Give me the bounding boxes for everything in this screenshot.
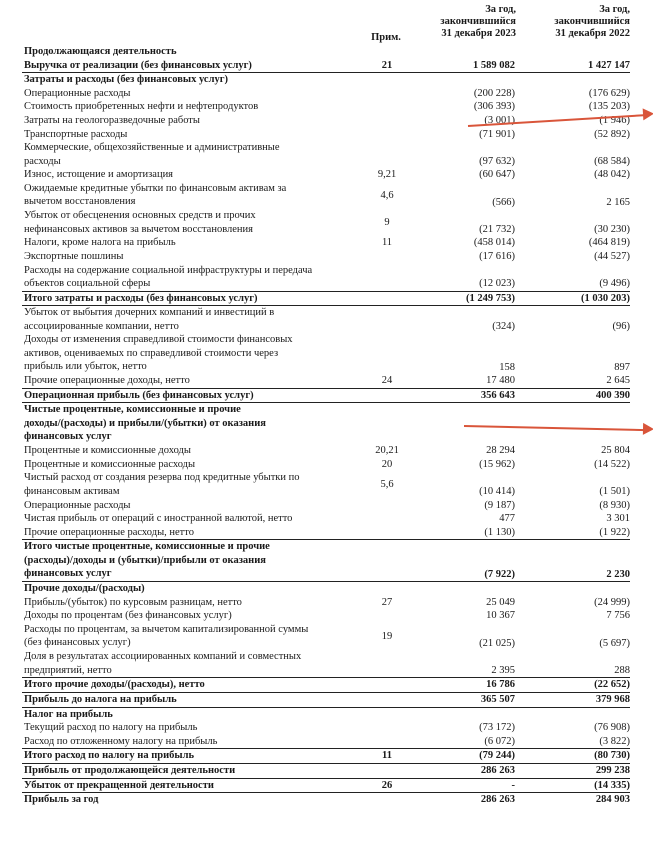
value-2023: (79 244) <box>479 750 515 762</box>
value-2022: (52 892) <box>594 128 630 140</box>
table-row <box>0 250 653 264</box>
value-2023: (21 025) <box>479 637 515 649</box>
row-label: Стоимость приобретенных нефти и нефтепродуктов <box>24 101 259 113</box>
row-label: Налог на прибыль <box>24 708 113 720</box>
value-2022: (8 930) <box>599 499 630 511</box>
row-label: Доходы от изменения справедливой стоимости финансовых активов, оцениваемых по справедливой стоимости через прибыль или убыток, нетто <box>24 334 293 373</box>
value-2022: (80 730) <box>594 750 630 762</box>
table-row <box>0 141 653 168</box>
value-2022: (5 697) <box>599 637 630 649</box>
value-2022: (1 922) <box>599 526 630 538</box>
column-2022-header-line-3: 31 декабря 2022 <box>555 28 630 39</box>
row-label: Текущий расход по налогу на прибыль <box>24 722 198 734</box>
table-row <box>0 471 653 498</box>
value-2022: (3 822) <box>599 735 630 747</box>
table-row <box>0 403 653 444</box>
row-label: Доля в результатах ассоциированных компаний и совместных предприятий, нетто <box>24 651 302 676</box>
value-2022: (176 629) <box>588 87 630 99</box>
value-2022: 897 <box>614 361 630 373</box>
column-2022-header-line-2: закончившийся <box>554 16 630 27</box>
value-2022: 1 427 147 <box>588 59 630 71</box>
table-row <box>22 693 630 708</box>
value-2023: (60 647) <box>479 169 515 181</box>
table-row <box>0 87 653 101</box>
table-header <box>0 0 653 45</box>
value-2023: 2 395 <box>491 664 515 676</box>
value-2023: (1 130) <box>484 526 515 538</box>
row-label: Итого чистые процентные, комиссионные и прочие (расходы)/доходы и (убытки)/прибыли от оказания финансовых услуг <box>24 541 270 580</box>
row-label: Операционные расходы <box>24 87 131 99</box>
row-label: Прочие операционные расходы, нетто <box>24 526 194 538</box>
table-row <box>0 512 653 526</box>
value-2022: (48 042) <box>594 169 630 181</box>
value-2023: (566) <box>492 196 515 208</box>
annotation-arrowhead-2 <box>643 423 653 435</box>
value-2023: (12 023) <box>479 278 515 290</box>
value-2022: (464 819) <box>588 237 630 249</box>
column-2022-header-line-1: За год, <box>599 4 630 15</box>
table-row <box>0 209 653 236</box>
value-2022: 284 903 <box>595 794 630 806</box>
value-2023: 356 643 <box>480 389 515 401</box>
value-2022: 25 804 <box>601 445 630 457</box>
value-2023: (324) <box>492 320 515 332</box>
value-2023: 25 049 <box>486 596 515 608</box>
value-2022: 379 968 <box>595 693 630 705</box>
row-note: 5,6 <box>380 479 394 491</box>
table-row <box>0 721 653 735</box>
row-note: 26 <box>381 779 393 791</box>
row-note: 11 <box>382 750 392 762</box>
value-2022: (9 496) <box>599 278 630 290</box>
value-2022: 400 390 <box>595 389 630 401</box>
value-2022: (14 522) <box>594 458 630 470</box>
row-label: Экспортные пошлины <box>24 250 124 262</box>
table-row <box>0 458 653 472</box>
row-label: Расход по отложенному налогу на прибыль <box>24 735 218 747</box>
row-label: Убыток от обесценения основных средств и прочих нефинансовых активов за вычетом восстановления <box>24 210 256 235</box>
value-2023: 16 786 <box>486 679 515 691</box>
table-row <box>0 236 653 250</box>
row-label: Ожидаемые кредитные убытки по финансовым активам за вычетом восстановления <box>24 182 287 208</box>
value-2023: (7 922) <box>484 568 515 580</box>
table-row <box>22 748 630 764</box>
table-row <box>0 609 653 623</box>
value-2022: (22 652) <box>594 679 630 691</box>
table-row <box>0 182 653 209</box>
value-2023: 286 263 <box>480 764 515 776</box>
value-2023: 17 480 <box>486 375 515 387</box>
value-2023: 477 <box>499 513 515 525</box>
value-2022: 299 238 <box>595 764 630 776</box>
value-2023: (97 632) <box>479 155 515 167</box>
table-row <box>0 708 653 722</box>
note-column-header: Прим. <box>371 32 401 43</box>
value-2022: 2 645 <box>606 375 630 387</box>
value-2022: 2 165 <box>606 196 630 208</box>
row-note: 20,21 <box>375 445 399 457</box>
row-label: Прочие доходы/(расходы) <box>24 583 145 595</box>
table-row <box>22 59 630 74</box>
table-row <box>22 388 630 404</box>
value-2022: (1 501) <box>599 486 630 498</box>
value-2023: (21 732) <box>479 223 515 235</box>
row-label: Операционные расходы <box>24 499 131 511</box>
row-label: Доходы по процентам (без финансовых услуг) <box>24 610 232 622</box>
table-row <box>0 306 653 333</box>
value-2023: (1 249 753) <box>466 292 515 304</box>
value-2023: (9 187) <box>484 499 515 511</box>
row-label: Чистый расход от создания резерва под кредитные убытки по финансовым активам <box>24 472 300 497</box>
row-note: 9,21 <box>377 169 397 181</box>
column-2023-header-line-1: За год, <box>485 4 516 15</box>
row-label: Прибыль/(убыток) по курсовым разницам, нетто <box>24 596 242 608</box>
statement-rows <box>0 45 653 807</box>
row-label: Процентные и комиссионные расходы <box>24 458 196 470</box>
value-2023: (73 172) <box>479 722 515 734</box>
row-label: Итого затраты и расходы (без финансовых услуг) <box>24 292 258 304</box>
row-label: Налоги, кроме налога на прибыль <box>24 237 176 249</box>
value-2022: 2 230 <box>606 568 630 580</box>
value-2022: (30 230) <box>594 223 630 235</box>
row-label: Процентные и комиссионные доходы <box>24 445 191 457</box>
row-label: Расходы на содержание социальной инфраструктуры и передача объектов социальной сферы <box>24 264 313 289</box>
table-row <box>0 444 653 458</box>
row-label: Операционная прибыль (без финансовых услуг) <box>24 389 254 401</box>
value-2022: 288 <box>614 664 630 676</box>
value-2023: (17 616) <box>479 250 515 262</box>
row-label: Итого прочие доходы/(расходы), нетто <box>24 679 205 691</box>
column-2023-header-line-3: 31 декабря 2023 <box>441 28 516 39</box>
value-2023: (6 072) <box>484 735 515 747</box>
table-row <box>0 128 653 142</box>
value-2023: (306 393) <box>473 101 515 113</box>
row-label: Выручка от реализации (без финансовых услуг) <box>24 59 252 71</box>
value-2023: 10 367 <box>486 610 515 622</box>
value-2023: 286 263 <box>480 794 515 806</box>
value-2022: (135 203) <box>588 101 630 113</box>
table-row <box>0 100 653 114</box>
table-row <box>22 291 630 307</box>
row-label: Убыток от выбытия дочерних компаний и инвестиций в ассоциированные компании, нетто <box>24 307 275 332</box>
value-2022: (68 584) <box>594 155 630 167</box>
table-row <box>0 73 653 87</box>
row-note: 20 <box>381 458 393 470</box>
row-note: 19 <box>381 630 393 642</box>
row-note: 21 <box>381 59 393 71</box>
table-row <box>22 764 630 779</box>
table-row <box>0 499 653 513</box>
table-row <box>0 735 653 749</box>
value-2022: (14 335) <box>594 779 630 791</box>
row-label: Продолжающаяся деятельность <box>24 46 177 57</box>
table-row <box>0 374 653 388</box>
table-row <box>0 582 653 596</box>
table-row <box>0 168 653 182</box>
value-2023: (458 014) <box>473 237 515 249</box>
row-label: Затраты и расходы (без финансовых услуг) <box>24 74 228 86</box>
table-row <box>22 539 630 582</box>
table-row <box>0 650 653 677</box>
row-label: Прочие операционные доходы, нетто <box>24 375 190 387</box>
row-label: Чистые процентные, комиссионные и прочие доходы/(расходы) и прибыли/(убытки) от оказания финансовых услуг <box>24 404 266 443</box>
value-2022: (96) <box>612 320 630 332</box>
row-note: 11 <box>381 237 393 249</box>
value-2022: (1 946) <box>599 114 630 126</box>
table-row <box>0 45 653 59</box>
value-2022: (1 030 203) <box>581 292 630 304</box>
table-row <box>22 677 630 693</box>
value-2022: (76 908) <box>594 722 630 734</box>
row-label: Прибыль за год <box>24 794 99 806</box>
value-2023: 158 <box>499 361 515 373</box>
column-2022-header <box>514 4 630 40</box>
row-label: Износ, истощение и амортизация <box>24 169 174 181</box>
column-2023-header <box>400 4 516 40</box>
row-label: Убыток от прекращенной деятельности <box>24 779 214 791</box>
row-label: Итого расход по налогу на прибыль <box>24 750 195 762</box>
row-note: 24 <box>381 375 393 387</box>
value-2022: (44 527) <box>594 250 630 262</box>
table-row <box>0 596 653 610</box>
value-2022: (24 999) <box>594 596 630 608</box>
table-row <box>0 264 653 291</box>
table-row <box>22 779 630 794</box>
value-2023: (71 901) <box>479 128 515 140</box>
value-2023: 1 589 082 <box>473 59 515 71</box>
row-note: 9 <box>384 216 390 228</box>
row-label: Прибыль до налога на прибыль <box>24 693 177 705</box>
value-2023: (3 001) <box>484 114 515 126</box>
value-2023: - <box>511 779 515 791</box>
row-label: Расходы по процентам, за вычетом капитализированной суммы (без финансовых услуг) <box>24 623 309 649</box>
row-note: 27 <box>381 596 393 608</box>
value-2023: 28 294 <box>486 445 515 457</box>
table-row <box>0 623 653 650</box>
table-row <box>0 333 653 374</box>
row-label: Коммерческие, общехозяйственные и административные расходы <box>24 142 280 167</box>
value-2023: (200 228) <box>473 87 515 99</box>
column-2023-header-line-2: закончившийся <box>440 16 516 27</box>
row-label: Затраты на геологоразведочные работы <box>24 114 200 126</box>
row-note: 4,6 <box>380 189 394 201</box>
value-2022: 7 756 <box>606 610 630 622</box>
table-row <box>0 793 653 807</box>
value-2023: (10 414) <box>479 486 515 498</box>
row-label: Транспортные расходы <box>24 128 128 140</box>
annotation-arrowhead-1 <box>643 108 653 121</box>
value-2023: (15 962) <box>479 458 515 470</box>
row-label: Прибыль от продолжающейся деятельности <box>24 764 236 776</box>
value-2023: 365 507 <box>480 693 515 705</box>
row-label: Чистая прибыль от операций с иностранной валютой, нетто <box>24 513 293 525</box>
value-2022: 3 301 <box>606 513 630 525</box>
table-row <box>0 526 653 540</box>
